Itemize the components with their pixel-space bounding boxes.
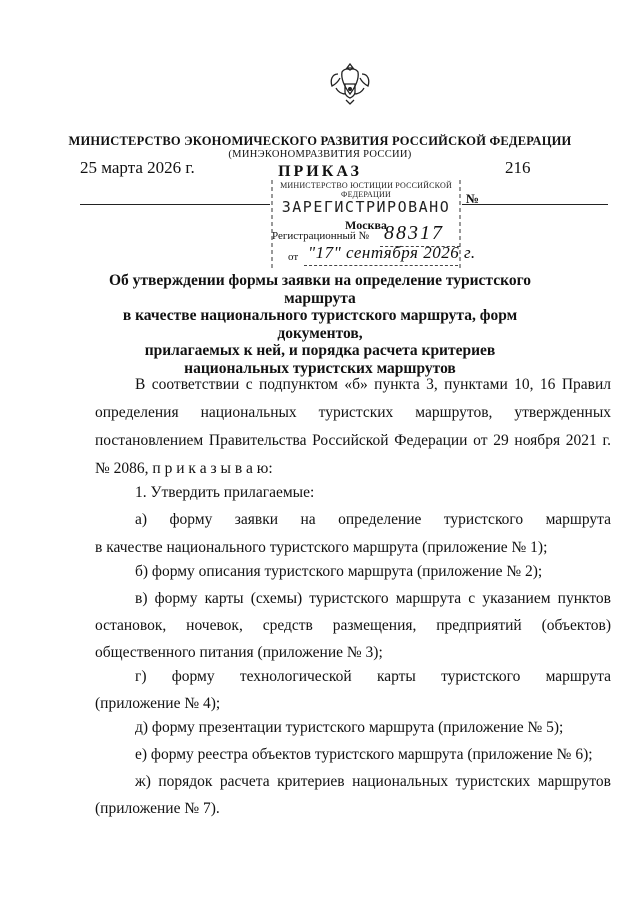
stamp-reg-number: 88317 — [384, 222, 444, 244]
document-type: ПРИКАЗ — [278, 163, 362, 180]
intro-line: В соответствии с подпунктом «б» пункта 3, пунктами 10, 16 Правил — [135, 376, 611, 393]
stamp-city: Москва — [345, 218, 387, 232]
item-v-line: остановок, ночевок, средств размещения, предприятий (объектов) — [95, 617, 611, 634]
intro-paragraph — [95, 375, 611, 478]
document-title — [100, 272, 540, 377]
item-a — [95, 510, 611, 557]
item-1: 1. Утвердить прилагаемые: — [135, 484, 315, 501]
item-g-line: (приложение № 4); — [95, 695, 221, 712]
title-line: национальных туристских маршрутов — [184, 359, 456, 377]
item-d: д) форму презентации туристского маршрута (приложение № 5); — [135, 719, 564, 736]
title-line: в качестве национального туристского маршрута, форм документов, — [122, 307, 518, 342]
ministry-short-name: (МИНЭКОНОМРАЗВИТИЯ РОССИИ) — [228, 149, 412, 160]
item-a-line: а) форму заявки на определение туристского маршрута — [135, 511, 611, 528]
document-date: 25 марта 2026 г. — [80, 158, 195, 177]
number-sign: № — [466, 191, 480, 206]
number-underline — [462, 204, 608, 205]
stamp-ministry-line: МИНИСТЕРСТВО ЮСТИЦИИ РОССИЙСКОЙ ФЕДЕРАЦИИ — [280, 181, 452, 199]
stamp-date-underline — [304, 265, 458, 266]
title-line: прилагаемых к ней, и порядка расчета критериев — [144, 342, 496, 359]
ministry-name: МИНИСТЕРСТВО ЭКОНОМИЧЕСКОГО РАЗВИТИЯ РОССИЙСКОЙ ФЕДЕРАЦИИ — [68, 134, 572, 148]
date-underline — [80, 204, 270, 205]
state-emblem-icon — [328, 60, 372, 108]
item-v-line: общественного питания (приложение № 3); — [95, 644, 383, 661]
stamp-registered: ЗАРЕГИСТРИРОВАНО — [281, 198, 451, 216]
item-v-line: в) форму карты (схемы) туристского маршрута с указанием пунктов — [135, 590, 611, 607]
item-e: е) форму реестра объектов туристского маршрута (приложение № 6); — [135, 746, 593, 763]
intro-line: № 2086, п р и к а з ы в а ю: — [95, 460, 273, 477]
item-zh-line: (приложение № 7). — [95, 800, 220, 817]
stamp-reg-label: Регистрационный № — [272, 230, 370, 242]
stamp-from-label: от — [288, 251, 299, 263]
document-number: 216 — [505, 158, 531, 177]
intro-line: определения национальных туристских маршрутов, утвержденных — [95, 404, 611, 421]
intro-line: постановлением Правительства Российской Федерации от 29 ноября 2021 г. — [95, 432, 611, 449]
item-zh-line: ж) порядок расчета критериев национальных туристских маршрутов — [135, 773, 611, 790]
item-v — [95, 589, 611, 662]
stamp-from-date: "17" сентября 2026 г. — [308, 243, 476, 262]
item-b: б) форму описания туристского маршрута (приложение № 2); — [135, 563, 543, 580]
item-g — [95, 667, 611, 713]
item-g-line: г) форму технологической карты туристского маршрута — [135, 668, 611, 685]
item-a-line: в качестве национального туристского маршрута (приложение № 1); — [95, 539, 548, 556]
item-zh — [95, 772, 611, 818]
title-line: Об утверждении формы заявки на определение туристского маршрута — [108, 272, 531, 307]
